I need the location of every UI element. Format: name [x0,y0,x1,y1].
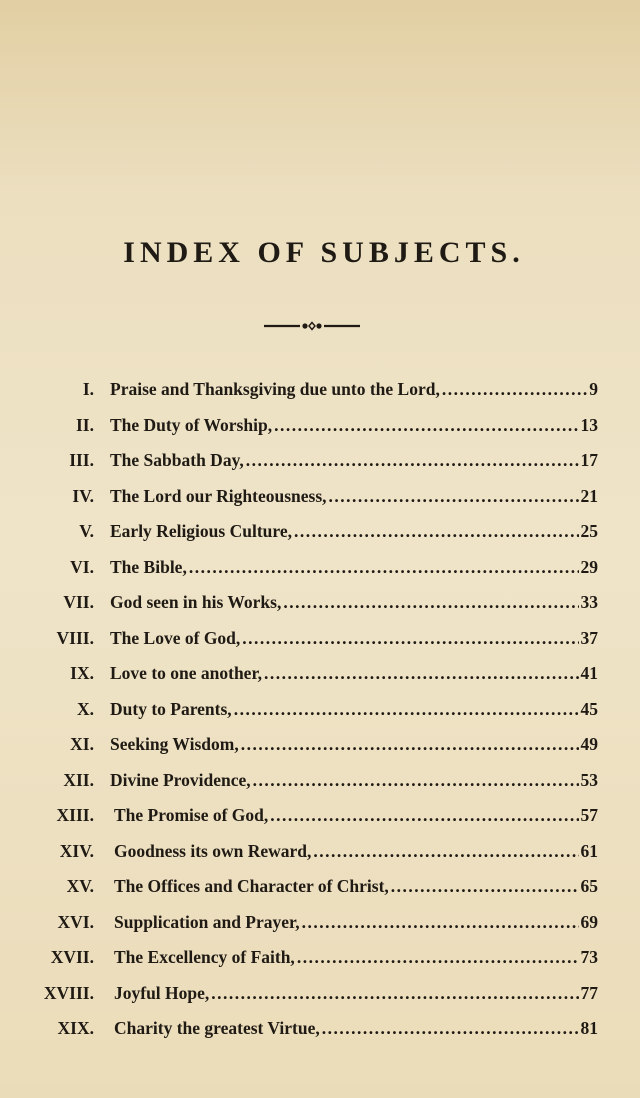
dot-leader [189,550,579,586]
toc-entry [0,1011,640,1047]
toc-entry-page-number: 65 [580,876,598,896]
toc-entry-numeral: I. [82,379,94,399]
toc-entry-line [114,798,598,834]
toc-entry-line [110,763,598,799]
toc-entry-line [114,869,598,905]
toc-entry-numeral: XIX. [57,1018,94,1038]
dot-leader [283,585,578,621]
toc-entry-page-number: 17 [580,450,598,470]
page-title: INDEX OF SUBJECTS. [123,236,525,269]
toc-entry-line [110,585,598,621]
toc-entry-line [114,834,598,870]
toc-entry-page-number: 9 [589,379,598,399]
dot-leader [234,692,579,728]
toc-entry [0,834,640,870]
toc-entry-page-number: 49 [580,734,598,754]
toc-entry-page-number: 25 [580,521,598,541]
toc-entry-title: Joyful Hope, [114,982,210,1003]
dot-leader [302,905,579,941]
toc-entry-title: Praise and Thanksgiving due unto the Lord, [110,379,440,399]
toc-entry-title: Charity the greatest Virtue, [114,1018,320,1038]
toc-entry-title: The Bible, [110,556,187,577]
dot-leader [264,656,579,692]
toc-entry-page-number: 29 [580,556,598,577]
toc-entry-numeral: X. [76,698,94,719]
toc-entry-line [114,905,598,941]
toc-entry-page-number: 69 [580,911,598,932]
toc-entry-line [110,656,598,692]
toc-entry [0,798,640,834]
toc-entry-title: The Excellency of Faith, [114,947,295,967]
toc-entry-line [114,976,598,1012]
toc-entry-title: Early Religious Culture, [110,521,292,541]
toc-entry-title: The Offices and Character of Christ, [114,876,389,896]
dot-leader [211,976,578,1012]
toc-entry-title: Divine Providence, [110,769,251,790]
toc-entry-line [110,727,598,763]
toc-entry-title: The Promise of God, [114,805,269,825]
toc-entry [0,727,640,763]
dot-leader [241,727,579,763]
toc-entry-page-number: 13 [580,414,598,435]
dot-leader [274,408,578,444]
toc-entry-title: God seen in his Works, [110,592,282,612]
toc-entry-numeral: VII. [63,592,94,612]
dot-leader [294,514,579,550]
toc-entry [0,585,640,621]
dot-leader [297,940,579,976]
toc-entry [0,408,640,444]
toc-entry-page-number: 37 [580,627,598,648]
toc-entry-numeral: XII. [63,769,94,790]
toc-entry-numeral: II. [76,414,94,435]
toc-entry-title: The Love of God, [110,627,241,648]
toc-entry [0,869,640,905]
toc-entry-line [110,621,598,657]
toc-entry [0,763,640,799]
toc-entry-numeral: XVIII. [43,982,94,1003]
toc-entry-line [110,443,598,479]
dot-leader [242,621,578,657]
dot-leader [246,443,579,479]
toc-entry-line [114,940,598,976]
toc-entry-title: Seeking Wisdom, [110,734,239,754]
dot-leader [253,763,579,799]
toc-entry-line [114,1011,598,1047]
toc-entry-page-number: 73 [580,947,598,967]
toc-entry-line [110,514,598,550]
toc-entry [0,514,640,550]
toc-entry [0,443,640,479]
toc-entry-numeral: IV. [72,485,94,506]
toc-entry-title: The Lord our Righteousness, [110,485,327,506]
toc-entry-line [110,550,598,586]
toc-entry-page-number: 45 [580,698,598,719]
toc-entry-line [110,479,598,515]
toc-entry-title: Goodness its own Reward, [114,840,312,861]
toc-entry-numeral: XV. [66,876,94,896]
dot-leader [322,1011,579,1047]
dot-leader [313,834,578,870]
dot-leader [329,479,579,515]
ornament-divider-icon [262,316,362,336]
toc-entry-page-number: 77 [580,982,598,1003]
toc-entry-numeral: XVII. [50,947,94,967]
toc-entry [0,976,640,1012]
toc-entry-title: The Duty of Worship, [110,414,273,435]
toc-entry-page-number: 41 [580,663,598,683]
toc-entry-page-number: 53 [580,769,598,790]
toc-entry-title: Supplication and Prayer, [114,911,300,932]
toc-entry-page-number: 57 [580,805,598,825]
toc-entry [0,621,640,657]
table-of-contents [0,372,640,1047]
toc-entry-line [110,408,598,444]
toc-entry-numeral: III. [69,450,94,470]
toc-entry [0,656,640,692]
toc-entry-numeral: XVI. [57,911,94,932]
toc-entry [0,550,640,586]
toc-entry-line [110,692,598,728]
dot-leader [270,798,578,834]
toc-entry-numeral: VI. [70,556,94,577]
dot-leader [442,372,587,408]
toc-entry-page-number: 21 [580,485,598,506]
toc-entry [0,692,640,728]
toc-entry-numeral: XI. [70,734,94,754]
toc-entry-page-number: 61 [580,840,598,861]
toc-entry-numeral: IX. [70,663,94,683]
toc-entry [0,479,640,515]
toc-entry-page-number: 33 [580,592,598,612]
toc-entry [0,905,640,941]
toc-entry-line [110,372,598,408]
toc-entry-title: Love to one another, [110,663,262,683]
toc-entry-title: Duty to Parents, [110,698,232,719]
toc-entry [0,940,640,976]
toc-entry-numeral: V. [79,521,94,541]
toc-entry [0,372,640,408]
toc-entry-numeral: XIV. [59,840,94,861]
toc-entry-numeral: XIII. [56,805,94,825]
toc-entry-title: The Sabbath Day, [110,450,244,470]
toc-entry-page-number: 81 [580,1018,598,1038]
toc-entry-numeral: VIII. [56,627,94,648]
dot-leader [391,869,579,905]
